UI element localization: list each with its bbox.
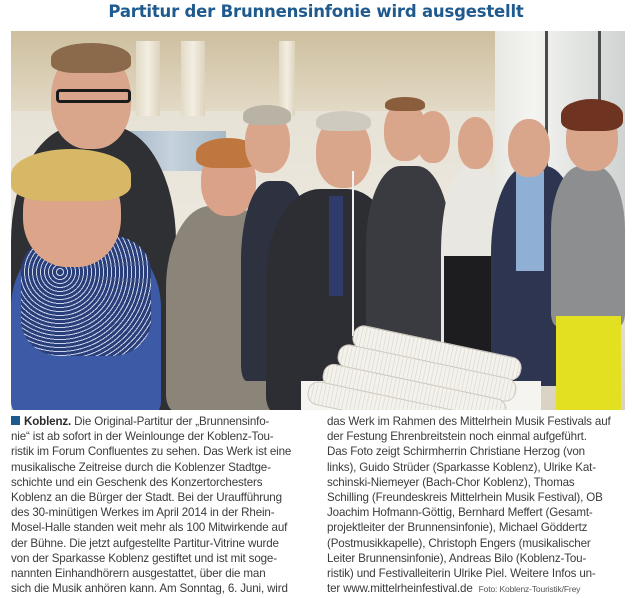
article-line: das Werk im Rahmen des Mittelrhein Musik Festivals auf bbox=[327, 415, 611, 428]
article-line: musikalische Zeitreise durch die Koblenzer Stadtge- bbox=[11, 460, 271, 474]
person-9-shirt bbox=[516, 171, 544, 271]
person-10-hair bbox=[561, 99, 623, 131]
person-4-hair bbox=[243, 105, 291, 125]
article-column-right bbox=[327, 414, 625, 597]
headline: Partitur der Brunnensinfonie wird ausgestellt bbox=[108, 2, 524, 21]
dateline: Koblenz. bbox=[24, 415, 72, 428]
article-line: sich die Musik anhören kann. Am Sonntag, 6. Juni, wird bbox=[11, 582, 288, 596]
photo-pillar bbox=[181, 41, 205, 116]
group-photo bbox=[11, 31, 625, 410]
article-column-left bbox=[11, 414, 316, 596]
person-8-head bbox=[458, 117, 493, 169]
person-1-glasses bbox=[56, 89, 131, 103]
article-line: der Bühne. Die jetzt aufgestellte Partitur-Vitrine wurde bbox=[11, 536, 279, 550]
square-bullet-icon bbox=[11, 416, 20, 425]
photo-credit: Foto: Koblenz-Touristik/Frey bbox=[478, 584, 581, 595]
person-10-jacket bbox=[551, 166, 625, 326]
article-line: ristik im Forum Confluentes zu sehen. Das Werk ist eine bbox=[11, 445, 292, 459]
article-last-line bbox=[327, 581, 625, 597]
article-line: von der Sparkasse Koblenz gestiftet und ist mit soge- bbox=[11, 551, 277, 565]
article-line: Leiter Brunnensinfonie), Andreas Bilo (Koblenz-Tou- bbox=[327, 551, 587, 565]
article-line: (Postmusikkapelle), Christoph Engers (musikalischer bbox=[327, 536, 591, 550]
article-line: schinski-Niemeyer (Bach-Chor Koblenz), Thomas bbox=[327, 475, 575, 489]
person-9-head bbox=[508, 119, 550, 177]
earpiece-cable bbox=[352, 171, 354, 336]
article-website-text: ter www.mittelrheinfestival.de bbox=[327, 582, 473, 596]
article-line: Die Original-Partitur der „Brunnensinfo- bbox=[71, 415, 270, 428]
person-5-hair bbox=[316, 111, 371, 131]
article-line: projektleiter der Brunnensinfonie), Michael Göddertz bbox=[327, 521, 588, 535]
photo-pillar bbox=[279, 41, 295, 116]
photo-pillar bbox=[136, 41, 160, 116]
article-line: schichte und ein Geschenk des Konzertorchesters bbox=[11, 475, 263, 489]
person-10-trousers bbox=[556, 316, 621, 410]
article-line: nannten Einhandhörern ausgestattet, über die man bbox=[11, 567, 266, 581]
article-line: Koblenz an die Bürger der Stadt. Bei der Uraufführung bbox=[11, 491, 282, 505]
person-1-hair bbox=[51, 43, 131, 73]
article-line: links), Guido Strüder (Sparkasse Koblenz), Ulrike Kat- bbox=[327, 460, 596, 474]
person-2-hair bbox=[11, 149, 131, 201]
article-line: ristik) und Festivalleiterin Ulrike Piel. Weitere Infos un- bbox=[327, 567, 596, 581]
article-line: der Festung Ehrenbreitstein noch einmal aufgeführt. bbox=[327, 430, 587, 444]
article-line: Mosel-Halle standen weit mehr als 100 Mitwirkende auf bbox=[11, 521, 288, 535]
article-line: nie“ ist ab sofort in der Weinlounge der Koblenz-Tou- bbox=[11, 430, 274, 444]
article-line: Das Foto zeigt Schirmherrin Christiane Herzog (von bbox=[327, 445, 585, 459]
person-7-head bbox=[416, 111, 450, 163]
article-line: Joachim Hofmann-Göttig, Bernhard Meffert (Gesamt- bbox=[327, 506, 593, 520]
article-first-line bbox=[11, 414, 316, 429]
article-line: des 30-minütigen Werkes im April 2014 in der Rhein- bbox=[11, 506, 275, 520]
article-line: Schilling (Freundeskreis Mittelrhein Musik Festival), OB bbox=[327, 491, 603, 505]
score-display-case bbox=[291, 326, 541, 410]
person-6-hair bbox=[385, 97, 425, 111]
person-5-tie bbox=[329, 196, 343, 296]
